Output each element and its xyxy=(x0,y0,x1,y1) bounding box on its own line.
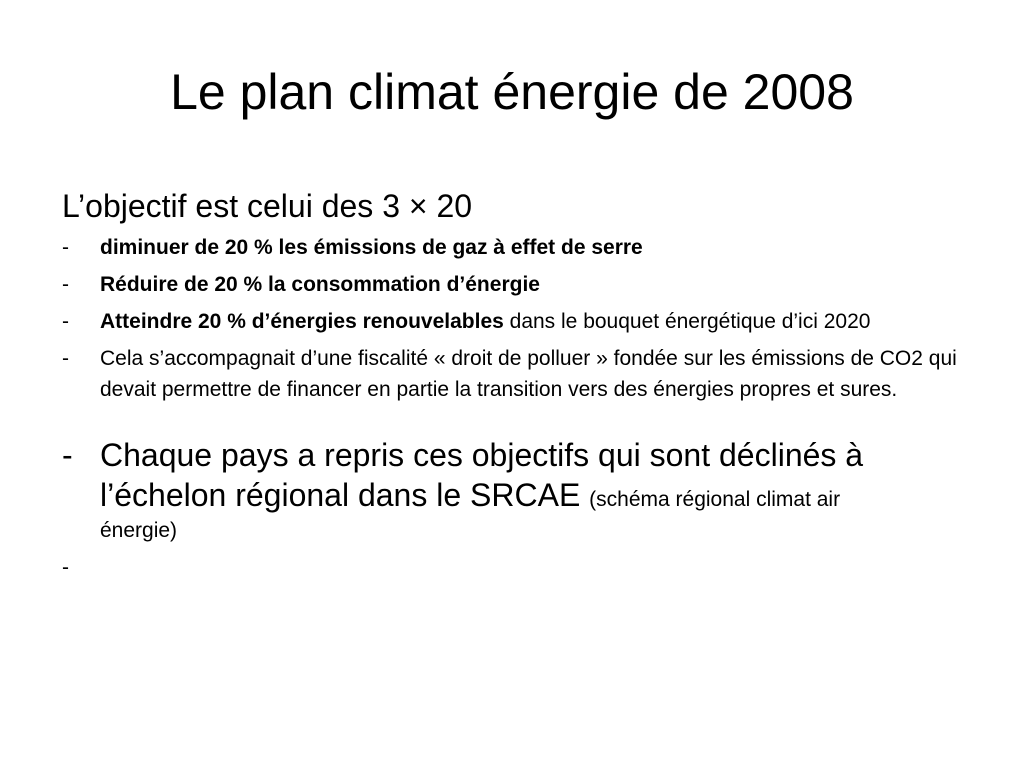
list-item xyxy=(62,306,962,337)
empty-list-item xyxy=(62,552,962,583)
main-list xyxy=(62,435,962,583)
slide-body xyxy=(62,186,962,583)
lead-text: L’objectif est celui des 3 × 20 xyxy=(62,188,473,224)
bullet-bold-text: Atteindre 20 % d’énergies renouvelables xyxy=(100,310,504,333)
bullet-dash: - xyxy=(62,273,69,296)
bullet-dash: - xyxy=(62,437,73,473)
bullet-text: dans le bouquet énergétique d’ici 2020 xyxy=(503,310,871,333)
list-item xyxy=(62,269,962,300)
slide-title: Le plan climat énergie de 2008 xyxy=(170,64,854,120)
bullet-dash: - xyxy=(62,236,69,259)
bullet-dash: - xyxy=(62,556,69,579)
bullet-text: Cela s’accompagnait d’une fiscalité « droit de polluer » fondée sur les émissions de CO2 qui devait permettre de financer en partie la transition vers des énergies propres et sures. xyxy=(100,347,957,401)
list-item xyxy=(62,343,962,405)
main-bullet-note-continued: énergie) xyxy=(100,519,178,542)
bullet-bold-text: Réduire de 20 % la consommation d’énergie xyxy=(100,273,540,296)
main-bullet-text: Chaque pays a repris ces objectifs qui sont déclinés à l’échelon régional dans le SRCAE xyxy=(100,437,864,513)
list-item xyxy=(62,232,962,263)
bullet-dash: - xyxy=(62,347,69,370)
main-bullet-note: (schéma régional climat air xyxy=(589,488,841,511)
bullet-dash: - xyxy=(62,310,69,333)
objectives-list xyxy=(62,232,962,405)
main-list-item xyxy=(62,435,962,546)
bullet-bold-text: diminuer de 20 % les émissions de gaz à effet de serre xyxy=(100,236,643,259)
